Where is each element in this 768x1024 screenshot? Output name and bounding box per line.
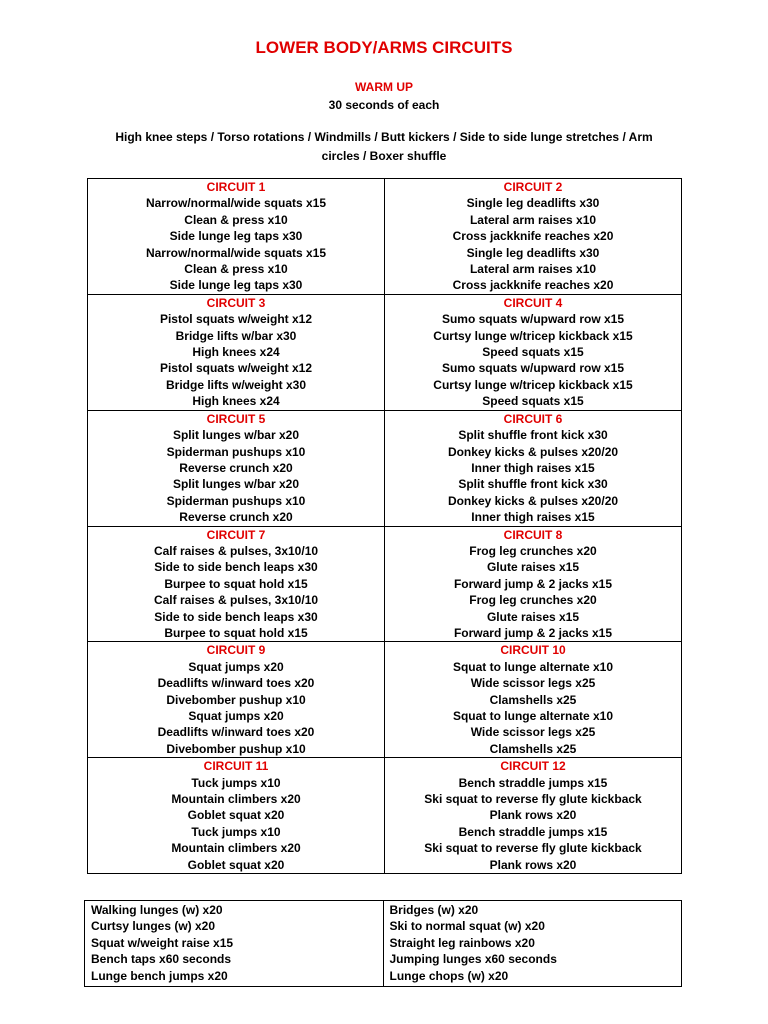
extra-exercises-left bbox=[85, 901, 384, 987]
exercise-item: Sumo squats w/upward row x15 bbox=[441, 361, 625, 376]
exercise-item: Plank rows x20 bbox=[489, 808, 577, 823]
circuit-title: CIRCUIT 7 bbox=[206, 527, 266, 542]
circuit-cell bbox=[385, 294, 682, 410]
exercise-item: Divebomber pushup x10 bbox=[166, 741, 306, 756]
exercise-item: Speed squats x15 bbox=[482, 345, 584, 360]
extra-exercise-item: Jumping lunges x60 seconds bbox=[389, 952, 557, 967]
circuit-title: CIRCUIT 4 bbox=[503, 295, 563, 310]
exercise-item: Lateral arm raises x10 bbox=[469, 262, 597, 277]
exercise-item: Split shuffle front kick x30 bbox=[458, 428, 608, 443]
exercise-item: Bench straddle jumps x15 bbox=[458, 775, 608, 790]
exercise-item: Pistol squats w/weight x12 bbox=[159, 312, 313, 327]
exercise-item: Inner thigh raises x15 bbox=[471, 460, 595, 475]
exercise-item: Side lunge leg taps x30 bbox=[169, 278, 303, 293]
circuit-title: CIRCUIT 6 bbox=[503, 411, 563, 426]
exercise-item: Bridge lifts w/bar x30 bbox=[175, 328, 297, 343]
exercise-item: Wide scissor legs x25 bbox=[470, 725, 596, 740]
circuit-row bbox=[88, 294, 682, 410]
exercise-item: Forward jump & 2 jacks x15 bbox=[453, 625, 613, 640]
circuit-title: CIRCUIT 1 bbox=[206, 180, 266, 194]
exercise-item: Goblet squat x20 bbox=[187, 808, 285, 823]
circuit-title: CIRCUIT 10 bbox=[500, 643, 566, 658]
extra-exercise-item: Ski to normal squat (w) x20 bbox=[389, 919, 545, 934]
exercise-item: Clean & press x10 bbox=[184, 262, 288, 277]
exercise-item: Squat jumps x20 bbox=[188, 659, 284, 674]
exercise-item: Deadlifts w/inward toes x20 bbox=[157, 676, 315, 691]
circuit-row bbox=[88, 179, 682, 295]
exercise-item: Ski squat to reverse fly glute kickback bbox=[424, 841, 642, 856]
exercise-item: Ski squat to reverse fly glute kickback bbox=[424, 792, 642, 807]
circuit-cell bbox=[88, 642, 385, 758]
circuit-title: CIRCUIT 2 bbox=[503, 180, 563, 194]
exercise-item: Split shuffle front kick x30 bbox=[458, 477, 608, 492]
circuit-row bbox=[88, 758, 682, 874]
circuit-cell bbox=[385, 526, 682, 642]
circuit-title: CIRCUIT 12 bbox=[500, 759, 566, 774]
extra-exercise-item: Bench taps x60 seconds bbox=[91, 952, 232, 967]
extra-exercise-item: Squat w/weight raise x15 bbox=[91, 935, 234, 950]
exercise-item: Bridge lifts w/weight x30 bbox=[165, 377, 307, 392]
extra-exercise-item: Curtsy lunges (w) x20 bbox=[91, 919, 216, 934]
extra-exercise-item: Lunge bench jumps x20 bbox=[91, 968, 228, 983]
exercise-item: Pistol squats w/weight x12 bbox=[159, 361, 313, 376]
warmup-heading: WARM UP bbox=[355, 80, 413, 94]
page-title: LOWER BODY/ARMS CIRCUITS bbox=[255, 38, 513, 57]
exercise-item: Single leg deadlifts x30 bbox=[466, 245, 600, 260]
circuit-title: CIRCUIT 11 bbox=[203, 759, 269, 774]
exercise-item: Mountain climbers x20 bbox=[171, 841, 301, 856]
exercise-item: Bench straddle jumps x15 bbox=[458, 824, 608, 839]
exercise-item: Plank rows x20 bbox=[489, 857, 577, 872]
exercise-item: Glute raises x15 bbox=[486, 609, 580, 624]
circuit-cell bbox=[385, 410, 682, 526]
circuit-title: CIRCUIT 8 bbox=[503, 527, 563, 542]
warmup-description: High knee steps / Torso rotations / Windmills / Butt kickers / Side to side lunge stretches / Arm circles / Boxer shuffle bbox=[115, 130, 653, 163]
exercise-item: Speed squats x15 bbox=[482, 394, 584, 409]
exercise-item: Wide scissor legs x25 bbox=[470, 676, 596, 691]
circuit-row bbox=[88, 642, 682, 758]
circuit-cell bbox=[88, 526, 385, 642]
exercise-item: Squat to lunge alternate x10 bbox=[452, 659, 614, 674]
circuit-cell bbox=[385, 642, 682, 758]
exercise-item: Reverse crunch x20 bbox=[179, 510, 293, 525]
exercise-item: Curtsy lunge w/tricep kickback x15 bbox=[433, 377, 633, 392]
circuit-cell bbox=[88, 294, 385, 410]
exercise-item: Narrow/normal/wide squats x15 bbox=[145, 196, 327, 211]
exercise-item: Goblet squat x20 bbox=[187, 857, 285, 872]
exercise-item: Spiderman pushups x10 bbox=[166, 493, 306, 508]
exercise-item: Calf raises & pulses, 3x10/10 bbox=[153, 543, 319, 558]
extra-exercises-right bbox=[383, 901, 682, 987]
exercise-item: Single leg deadlifts x30 bbox=[466, 196, 600, 211]
extra-exercise-item: Walking lunges (w) x20 bbox=[91, 903, 223, 917]
exercise-item: Frog leg crunches x20 bbox=[469, 593, 597, 608]
circuits-table bbox=[87, 178, 682, 874]
exercise-item: Clamshells x25 bbox=[489, 692, 577, 707]
circuit-cell bbox=[385, 758, 682, 874]
exercise-item: Donkey kicks & pulses x20/20 bbox=[447, 444, 619, 459]
circuit-row bbox=[88, 410, 682, 526]
exercise-item: Sumo squats w/upward row x15 bbox=[441, 312, 625, 327]
exercise-item: Clean & press x10 bbox=[184, 212, 288, 227]
circuit-cell bbox=[385, 179, 682, 295]
exercise-item: Side to side bench leaps x30 bbox=[154, 560, 318, 575]
exercise-item: Mountain climbers x20 bbox=[171, 792, 301, 807]
exercise-item: Tuck jumps x10 bbox=[191, 775, 281, 790]
circuit-cell bbox=[88, 179, 385, 295]
exercise-item: Forward jump & 2 jacks x15 bbox=[453, 576, 613, 591]
exercise-item: Split lunges w/bar x20 bbox=[172, 428, 300, 443]
exercise-item: Cross jackknife reaches x20 bbox=[452, 278, 614, 293]
extra-exercise-item: Bridges (w) x20 bbox=[389, 903, 479, 917]
exercise-item: Squat jumps x20 bbox=[188, 709, 284, 723]
exercise-item: Cross jackknife reaches x20 bbox=[452, 229, 614, 244]
exercise-item: Side lunge leg taps x30 bbox=[169, 229, 303, 244]
exercise-item: Squat to lunge alternate x10 bbox=[452, 709, 614, 723]
exercise-item: Tuck jumps x10 bbox=[191, 824, 281, 839]
circuit-title: CIRCUIT 5 bbox=[206, 411, 266, 426]
exercise-item: Reverse crunch x20 bbox=[179, 460, 293, 475]
exercise-item: Curtsy lunge w/tricep kickback x15 bbox=[433, 328, 633, 343]
exercise-item: Lateral arm raises x10 bbox=[469, 212, 597, 227]
exercise-item: Frog leg crunches x20 bbox=[469, 543, 597, 558]
exercise-item: Burpee to squat hold x15 bbox=[164, 576, 308, 591]
circuit-title: CIRCUIT 3 bbox=[206, 295, 266, 310]
exercise-item: Calf raises & pulses, 3x10/10 bbox=[153, 593, 319, 608]
exercise-item: Spiderman pushups x10 bbox=[166, 444, 306, 459]
exercise-item: Inner thigh raises x15 bbox=[471, 510, 595, 525]
exercise-item: Donkey kicks & pulses x20/20 bbox=[447, 493, 619, 508]
exercise-item: Divebomber pushup x10 bbox=[166, 692, 306, 707]
exercise-item: High knees x24 bbox=[192, 345, 280, 360]
extra-exercise-item: Lunge chops (w) x20 bbox=[389, 968, 509, 983]
exercise-item: High knees x24 bbox=[192, 394, 280, 409]
exercise-item: Split lunges w/bar x20 bbox=[172, 477, 300, 492]
extra-exercise-item: Straight leg rainbows x20 bbox=[389, 935, 535, 950]
exercise-item: Glute raises x15 bbox=[486, 560, 580, 575]
exercise-item: Narrow/normal/wide squats x15 bbox=[145, 245, 327, 260]
circuit-cell bbox=[88, 758, 385, 874]
extra-exercises-table bbox=[84, 900, 682, 987]
warmup-duration: 30 seconds of each bbox=[328, 98, 440, 112]
exercise-item: Clamshells x25 bbox=[489, 741, 577, 756]
circuit-cell bbox=[88, 410, 385, 526]
circuit-title: CIRCUIT 9 bbox=[206, 643, 266, 658]
exercise-item: Burpee to squat hold x15 bbox=[164, 625, 308, 640]
exercise-item: Deadlifts w/inward toes x20 bbox=[157, 725, 315, 740]
exercise-item: Side to side bench leaps x30 bbox=[154, 609, 318, 624]
circuit-row bbox=[88, 526, 682, 642]
